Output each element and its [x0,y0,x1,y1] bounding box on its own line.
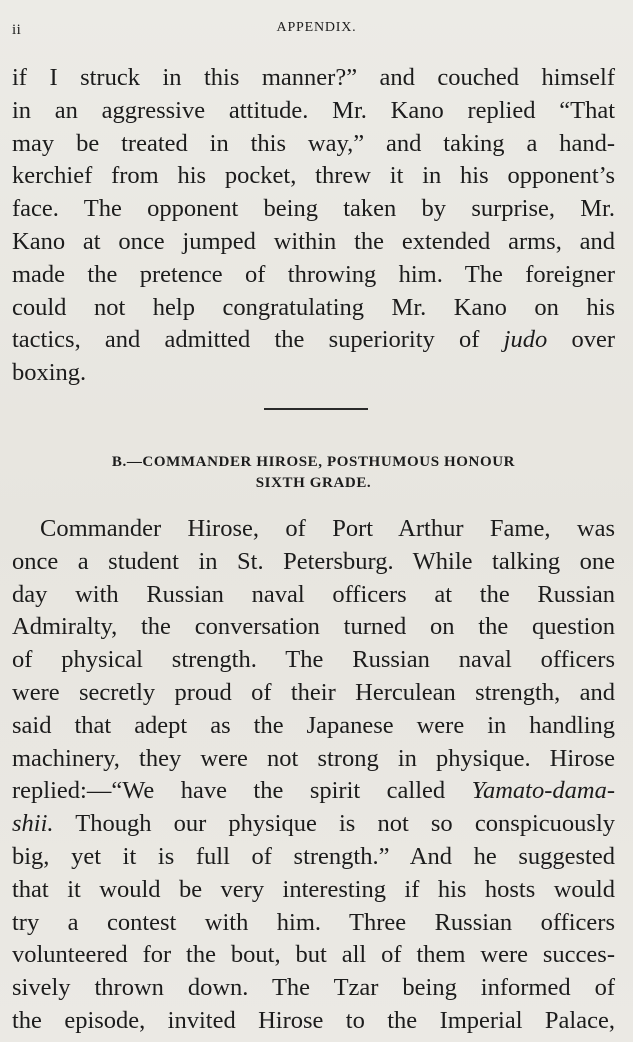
text-segment: replied:—“We have the spirit called [12,777,472,805]
text-line: made the pretence of throwing him. The foreigner [12,260,615,288]
text-line: Commander Hirose, of Port Arthur Fame, was [40,515,615,542]
text-line [12,808,615,841]
page-number: ii [12,22,22,38]
text-line: day with Russian naval officers at the Russian [12,580,615,608]
text-line: were secretly proud of their Herculean strength, and [12,678,615,706]
paragraph-judo-anecdote-end [12,62,615,390]
text-line: kerchief from his pocket, threw it in his opponent’s [12,162,615,190]
text-line: sively thrown down. The Tzar being informed of [12,974,615,1002]
text-line: could not help congratulating Mr. Kano on his [12,293,615,321]
section-heading-line: B.—COMMANDER HIROSE, POSTHUMOUS HONOUR [111,454,516,470]
text-line [12,775,615,808]
italic-term: judo [503,326,548,354]
text-line: that it would be very interesting if his hosts would [12,875,615,903]
text-line: Admiralty, the conversation turned on the question [12,613,615,641]
text-line: once a student in St. Petersburg. While talking one [12,547,615,575]
text-line: of physical strength. The Russian naval officers [12,646,615,674]
text-line [12,324,615,357]
text-segment: tactics, and admitted the superiority of [12,326,504,354]
text-line: boxing. [12,359,87,387]
text-line: said that adept as the Japanese were in handling [12,711,615,739]
paragraph-hirose [12,513,615,1038]
italic-term: shii. [12,810,54,838]
section-heading-line: SIXTH GRADE. [255,475,372,491]
section-heading [12,452,615,494]
text-segment: Though our physique is not so conspicuously [53,810,615,838]
text-line: try a contest with him. Three Russian officers [12,908,615,936]
text-line: big, yet it is full of strength.” And he suggested [12,842,615,870]
section-divider [264,408,368,410]
text-line: volunteered for the bout, but all of them were succes- [12,941,615,969]
text-line: in an aggressive attitude. Mr. Kano replied “That [12,96,615,124]
text-segment: over [547,326,615,354]
text-line: if I struck in this manner?” and couched himself [12,64,615,91]
running-title: APPENDIX. [276,20,357,35]
text-line: Kano at once jumped within the extended arms, and [12,227,615,255]
running-head [12,20,621,42]
italic-term: Yamato-dama- [471,777,615,805]
text-line: the episode, invited Hirose to the Imperial Palace, [12,1006,615,1034]
text-line: may be treated in this way,” and taking a hand- [12,129,615,157]
text-line: machinery, they were not strong in physique. Hirose [12,744,615,772]
text-line: face. The opponent being taken by surprise, Mr. [12,195,615,223]
